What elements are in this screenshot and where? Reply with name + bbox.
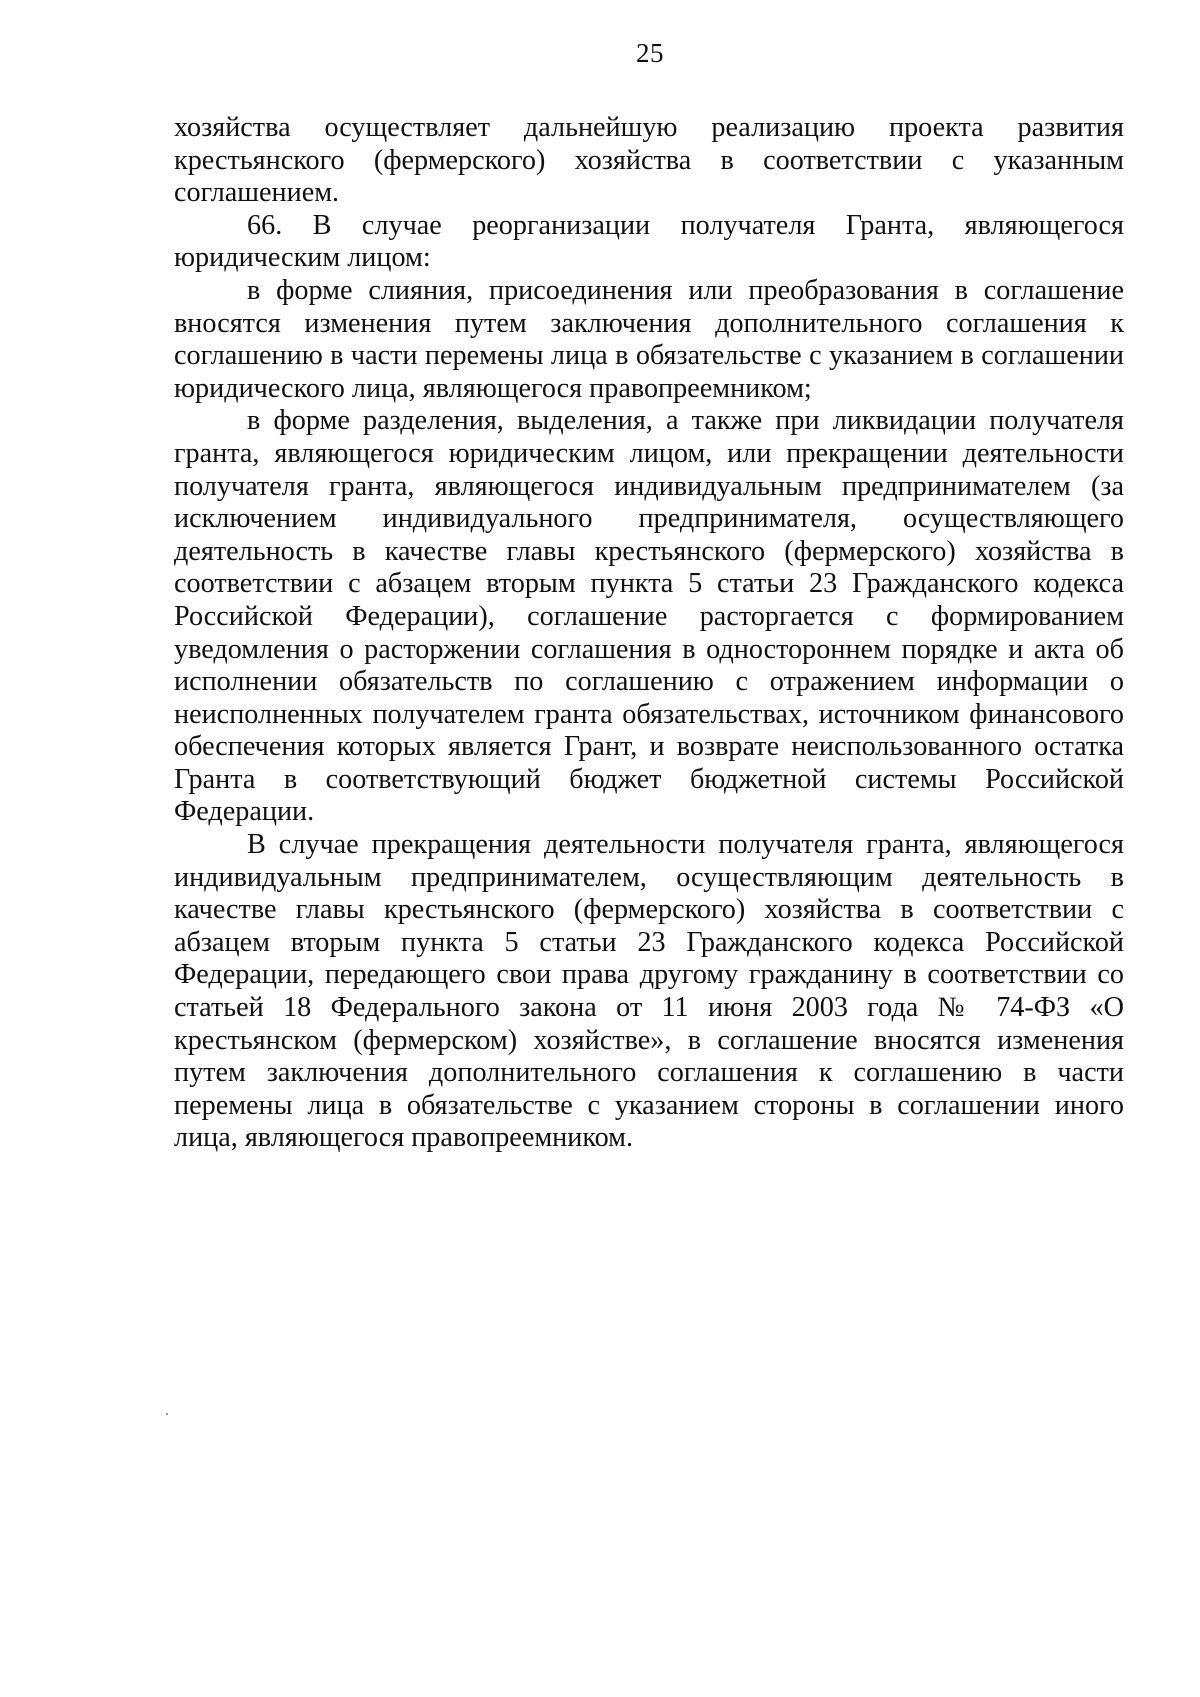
paragraph-continuation: хозяйства осуществляет дальнейшую реализацию проекта развития крестьянского (фермерского) хозяйства в соответствии с указанным соглашением. [174,112,1124,209]
scan-speck [166,1413,168,1415]
paragraph-clause-66: 66. В случае реорганизации получателя Гранта, являющегося юридическим лицом: [174,209,1124,274]
paragraph-division-form: в форме разделения, выделения, а также при ликвидации получателя гранта, являющегося юридическим лицом, или прекращении деятельности получателя гранта, являющегося индивидуальным предпринимателем (за исключением индивидуального предпринимателя, осуществляющего деятельность в качестве главы крестьянского (фермерского) хозяйства в соответствии с абзацем вторым пункта 5 статьи 23 Гражданского кодекса Российской Федерации), соглашение расторгается с формированием уведомления о расторжении соглашения в одностороннем порядке и акта об исполнении обязательств по соглашению с отражением информации о неисполненных получателем гранта обязательствах, источником финансового обеспечения которых является Грант, и возврате неиспользованного остатка Гранта в соответствующий бюджет бюджетной системы Российской Федерации. [174,405,1124,828]
paragraph-merger-form: в форме слияния, присоединения или преобразования в соглашение вносятся изменения путем заключения дополнительного соглашения к соглашению в части перемены лица в обязательстве с указанием в соглашении юридического лица, являющегося правопреемником; [174,274,1124,404]
document-body [174,112,1124,1155]
page-number: 25 [636,38,664,68]
paragraph-termination-case: В случае прекращения деятельности получателя гранта, являющегося индивидуальным предпринимателем, осуществляющим деятельность в качестве главы крестьянского (фермерского) хозяйства в соответствии с абзацем вторым пункта 5 статьи 23 Гражданского кодекса Российской Федерации, передающего свои права другому гражданину в соответствии со статьей 18 Федерального закона от 11 июня 2003 года № 74-ФЗ «О крестьянском (фермерском) хозяйстве», в соглашение вносятся изменения путем заключения дополнительного соглашения к соглашению в части перемены лица в обязательстве с указанием стороны в соглашении иного лица, являющегося правопреемником. [174,829,1124,1154]
